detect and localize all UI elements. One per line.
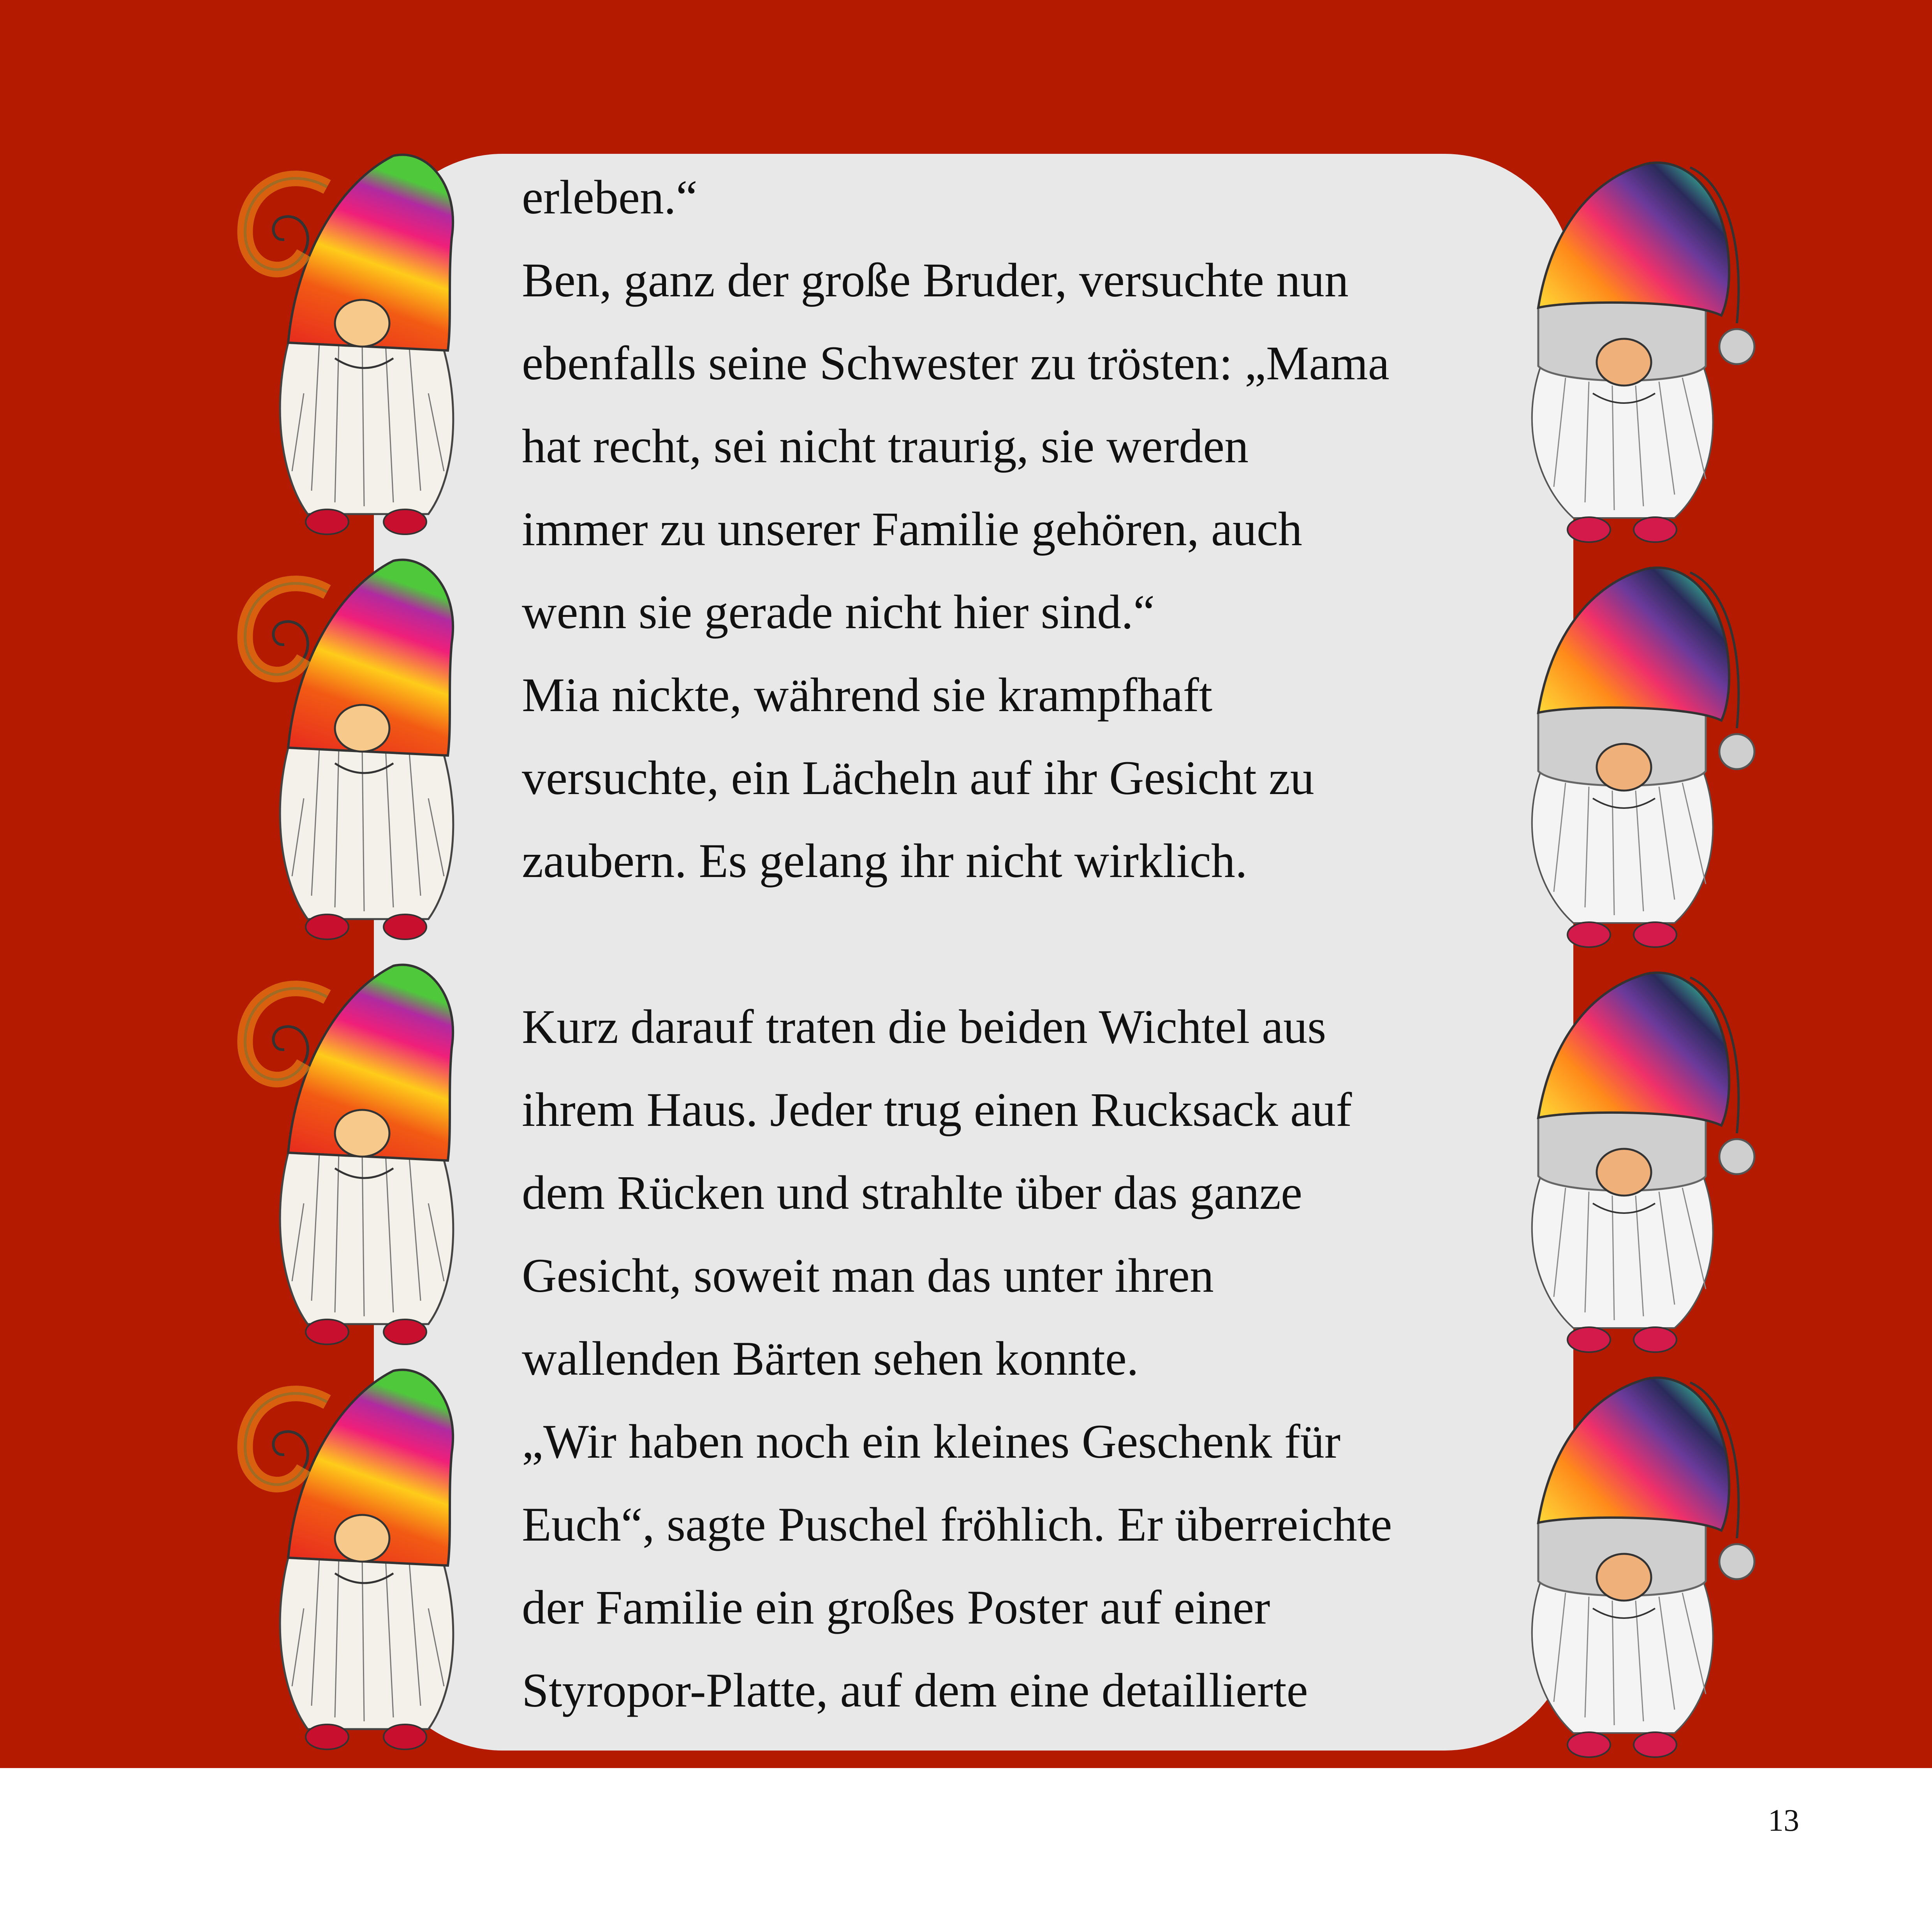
gnome-left-icon	[210, 545, 506, 954]
story-line: hat recht, sei nicht traurig, sie werden	[522, 419, 1249, 473]
story-line: der Familie ein großes Poster auf einer	[522, 1581, 1270, 1634]
gnome-right-icon	[1472, 144, 1768, 553]
story-line: Euch“, sagte Puschel fröhlich. Er überreichte	[522, 1498, 1392, 1551]
story-line: erleben.“	[522, 171, 697, 224]
story-line: versuchte, ein Lächeln auf ihr Gesicht zu	[522, 751, 1314, 805]
gnome-right-icon	[1472, 954, 1768, 1363]
story-line: wenn sie gerade nicht hier sind.“	[522, 585, 1155, 639]
story-line: dem Rücken und strahlte über das ganze	[522, 1166, 1302, 1219]
story-line: Gesicht, soweit man das unter ihren	[522, 1249, 1214, 1302]
story-line: „Wir haben noch ein kleines Geschenk für	[522, 1415, 1341, 1468]
gnome-left-icon	[210, 1355, 506, 1764]
story-line: Mia nickte, während sie krampfhaft	[522, 668, 1213, 722]
gnome-right-icon	[1472, 549, 1768, 958]
story-line: immer zu unserer Familie gehören, auch	[522, 502, 1302, 556]
story-line: Kurz darauf traten die beiden Wichtel aus	[522, 1000, 1326, 1053]
gnome-right-icon	[1472, 1359, 1768, 1768]
gnome-left-icon	[210, 140, 506, 549]
gnome-left-icon	[210, 950, 506, 1359]
story-line: wallenden Bärten sehen konnte.	[522, 1332, 1139, 1385]
story-line: ebenfalls seine Schwester zu trösten: „Mama	[522, 336, 1390, 390]
story-text	[522, 156, 1534, 1732]
story-line: Ben, ganz der große Bruder, versuchte nun	[522, 254, 1349, 307]
page-number: 13	[1768, 1803, 1799, 1838]
story-line: zaubern. Es gelang ihr nicht wirklich.	[522, 834, 1247, 888]
paragraph-gap	[522, 902, 1534, 985]
story-line: ihrem Haus. Jeder trug einen Rucksack auf	[522, 1083, 1352, 1136]
story-line: Styropor-Platte, auf dem eine detaillierte	[522, 1664, 1308, 1717]
